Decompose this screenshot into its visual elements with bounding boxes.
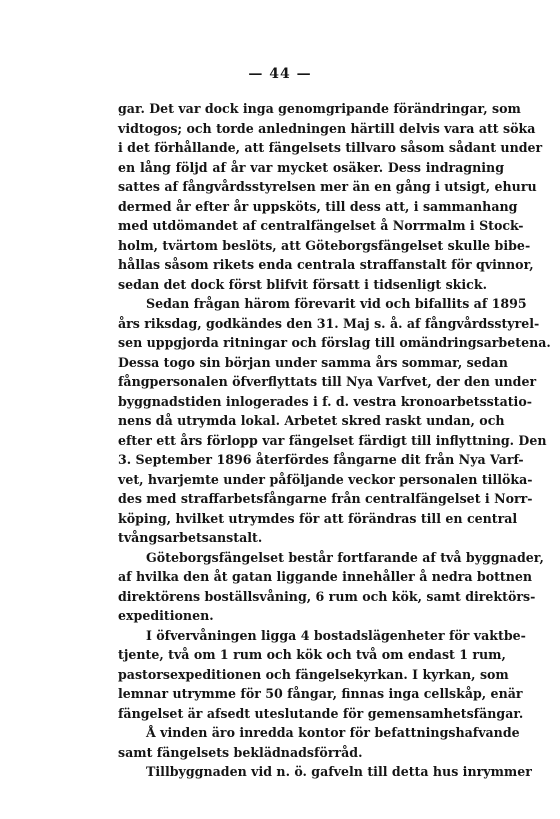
text-line: en lång följd af år var mycket osäker. Dess indragning [118, 159, 504, 175]
text-line: tvångsarbetsanstalt. [118, 530, 263, 545]
text-line: i det förhållande, att fängelsets tillvaro såsom sådant under [118, 140, 543, 155]
text-line: des med straffarbetsfångarne från centralfängelset i Norr- [118, 491, 533, 506]
text-line: dermed år efter år uppsköts, till dess att, i sammanhang [118, 198, 518, 214]
text-line: hållas såsom rikets enda centrala straffanstalt för qvinnor, [118, 257, 534, 272]
text-line: nens då utrymda lokal. Arbetet skred raskt undan, och [118, 413, 505, 428]
text-line: direktörens boställsvåning, 6 rum och kök, samt direktörs- [118, 588, 536, 604]
text-line: holm, tvärtom beslöts, att Göteborgsfängelset skulle bibe- [118, 237, 531, 253]
text-line: Sedan frågan härom förevarit vid och bifallits af 1895 [146, 296, 527, 311]
text-line: Göteborgsfängelset består fortfarande af två byggnader, [146, 549, 544, 565]
body-text [118, 99, 551, 782]
text-line: 3. September 1896 återfördes fångarne dit från Nya Varf- [118, 452, 524, 467]
text-line: fångpersonalen öfverflyttats till Nya Varfvet, der den under [118, 374, 537, 389]
text-line: års riksdag, godkändes den 31. Maj s. å. af fångvårdsstyrel- [118, 315, 540, 331]
text-line: Dessa togo sin början under samma års sommar, sedan [118, 354, 508, 370]
text-line: sen uppgjorda ritningar och förslag till omändringsarbetena. [118, 335, 551, 350]
text-line: I öfvervåningen ligga 4 bostadslägenheter för vaktbe- [146, 627, 526, 643]
text-line: byggnadstiden inlogerades i f. d. vestra kronoarbetsstatio- [118, 393, 532, 409]
text-line: sattes af fångvårdsstyrelsen mer än en gång i utsigt, ehuru [118, 179, 537, 194]
text-line: Å vinden äro inredda kontor för befattningshafvande [146, 725, 520, 740]
text-line: vidtogos; och torde anledningen härtill delvis vara att söka [118, 120, 536, 136]
text-line: efter ett års förlopp var fängelset färdigt till inflyttning. Den [118, 432, 547, 448]
text-line: pastorsexpeditionen och fängelsekyrkan. I kyrkan, som [118, 666, 509, 682]
text-line: samt fängelsets beklädnadsförråd. [118, 744, 363, 760]
text-line: fängelset är afsedt uteslutande för gemensamhetsfängar. [118, 705, 524, 721]
text-line: med utdömandet af centralfängelset å Norrmalm i Stock- [118, 218, 524, 233]
text-line: gar. Det var dock inga genomgripande förändringar, som [118, 101, 521, 116]
text-line: vet, hvarjemte under påföljande veckor personalen tillöka- [118, 471, 533, 487]
text-line: tjente, två om 1 rum och kök och två om endast 1 rum, [118, 647, 506, 662]
page-number: — 44 — [248, 66, 312, 82]
text-line: köping, hvilket utrymdes för att förändras till en central [118, 510, 518, 526]
text-line: Tillbyggnaden vid n. ö. gafveln till detta hus inrymmer [146, 764, 532, 779]
text-line: expeditionen. [118, 608, 214, 623]
text-line: sedan det dock först blifvit försatt i tidsenligt skick. [118, 276, 487, 292]
text-line: lemnar utrymme för 50 fångar, finnas inga cellskåp, enär [118, 686, 523, 701]
text-line: af hvilka den åt gatan liggande innehåller å nedra bottnen [118, 569, 533, 584]
